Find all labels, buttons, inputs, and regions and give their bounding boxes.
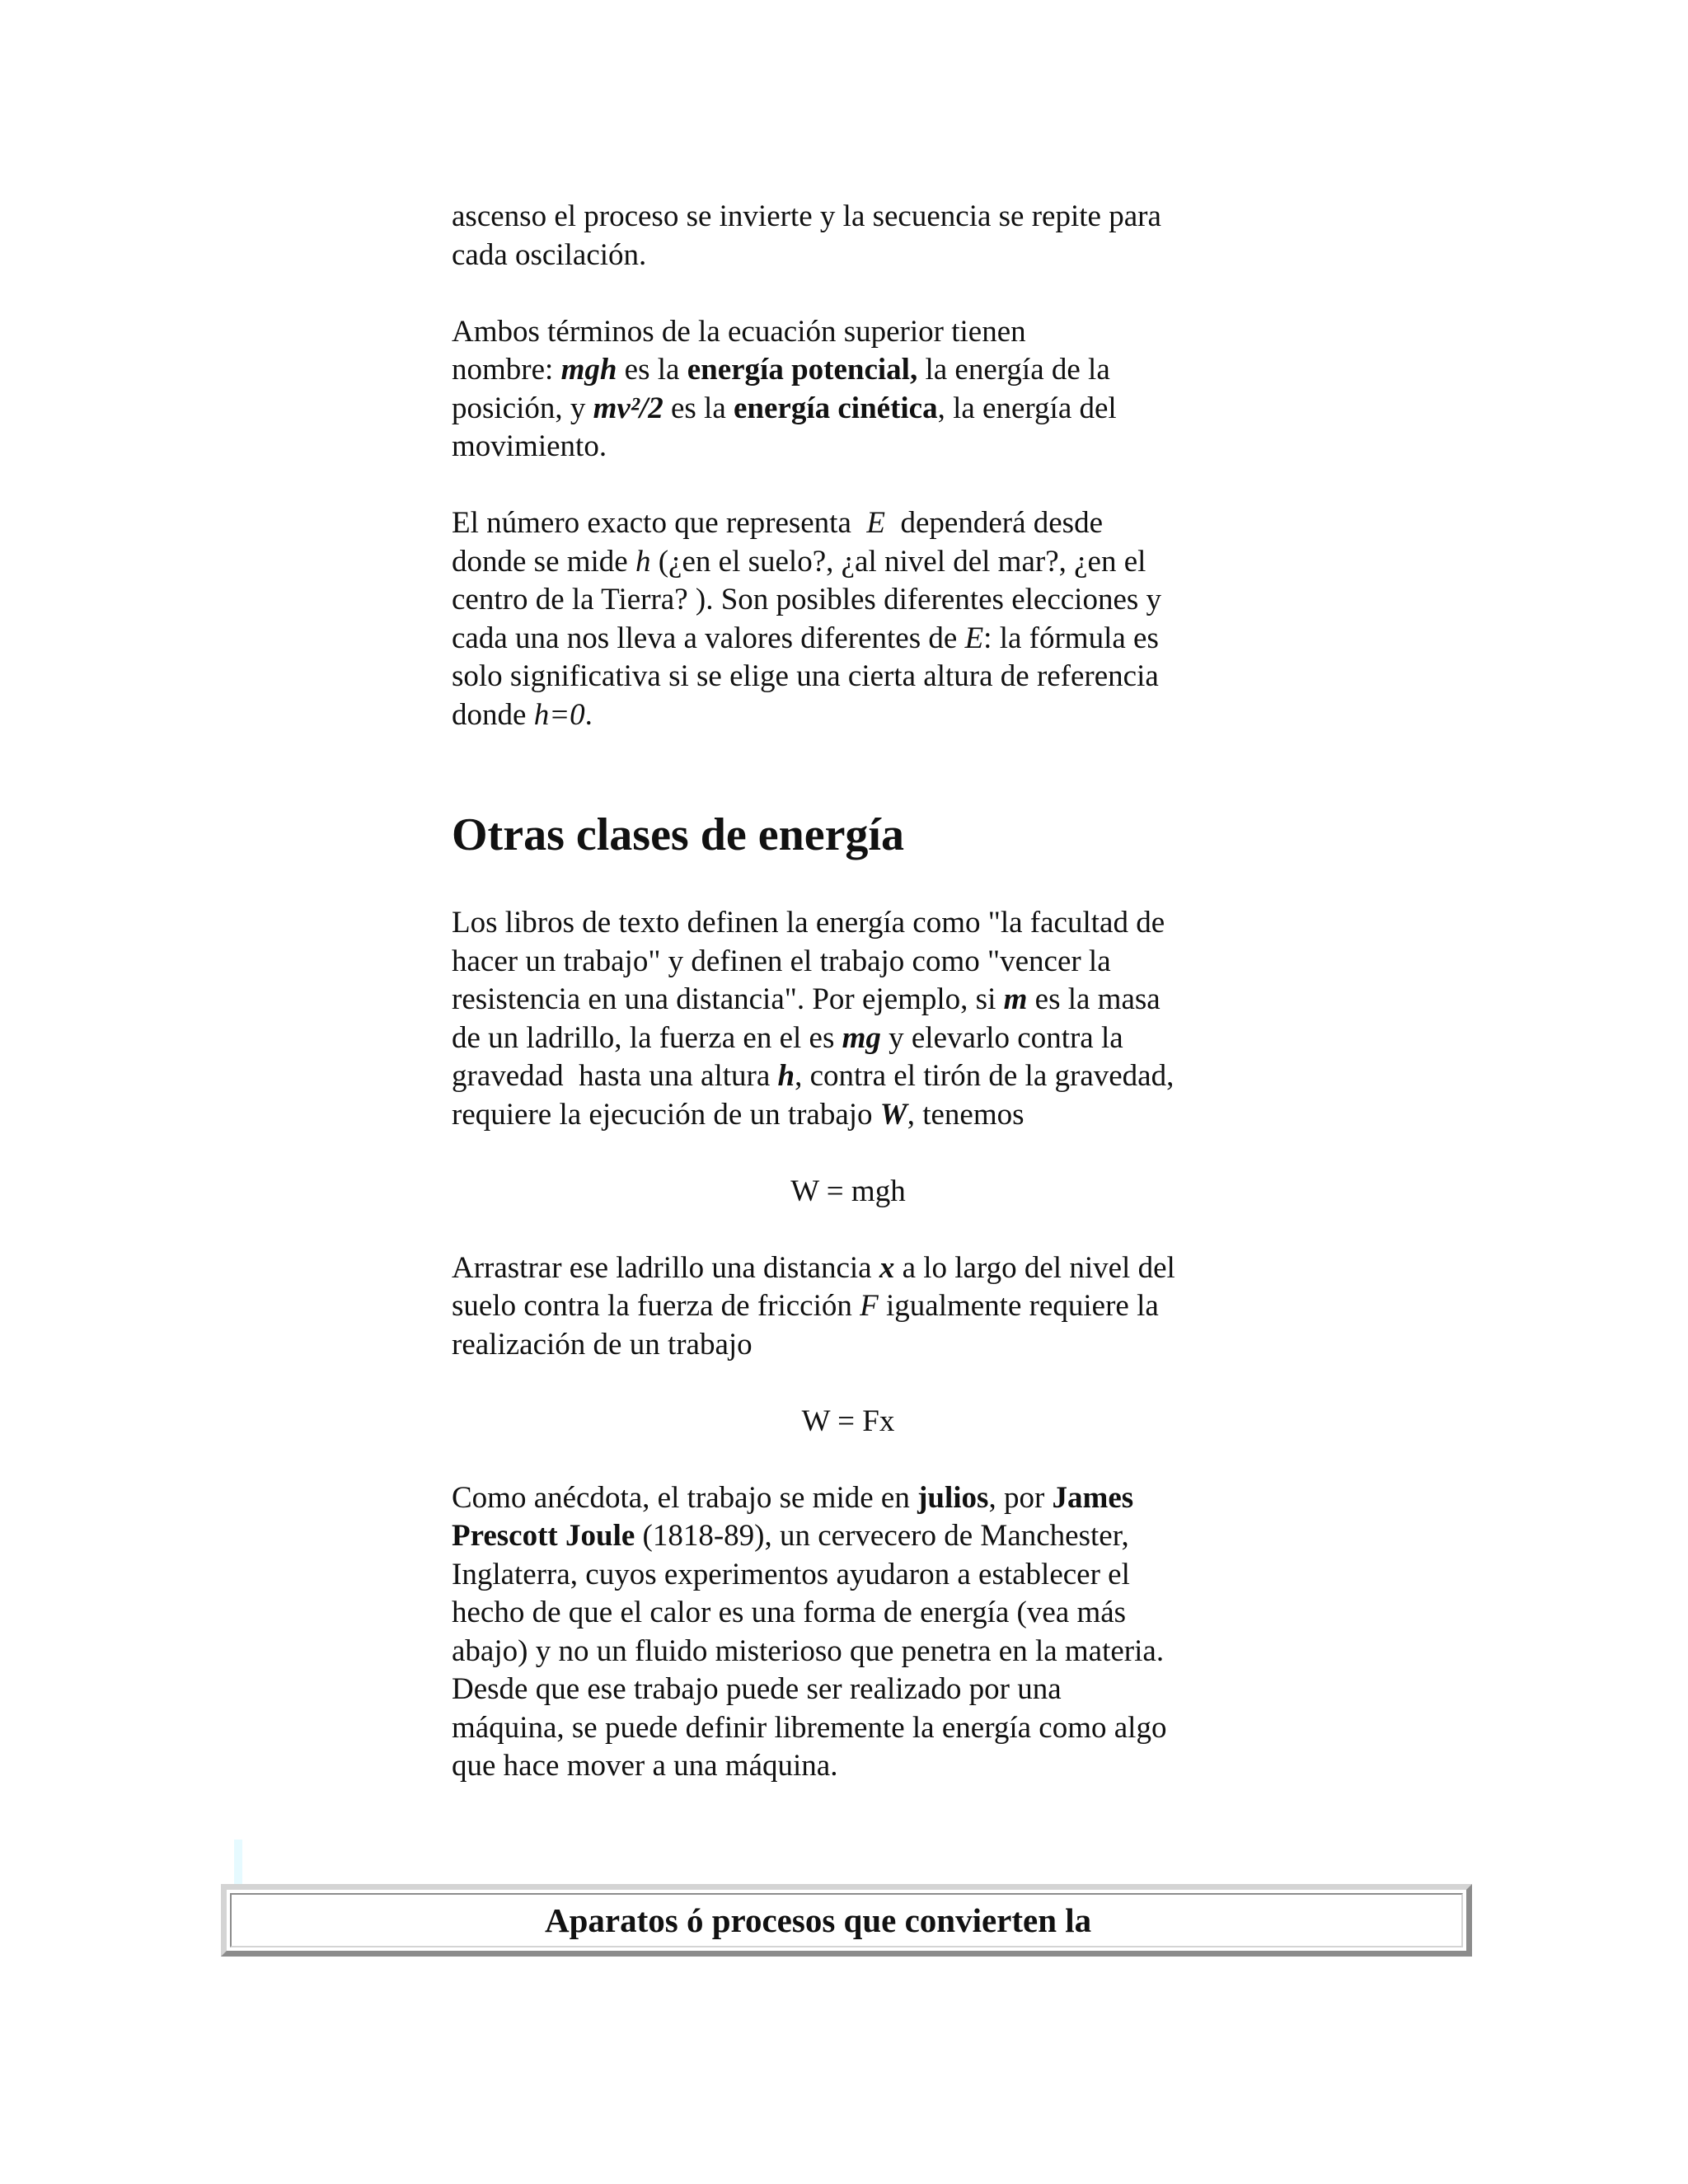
term-mv2: mv²/2 xyxy=(593,391,663,425)
text: dependerá desde xyxy=(885,506,1104,540)
text: posición, y xyxy=(452,391,593,425)
text: requiere la ejecución de un trabajo xyxy=(452,1097,880,1132)
text: donde xyxy=(452,697,534,732)
text: , la energía del xyxy=(937,391,1117,425)
var-x: x xyxy=(879,1250,895,1285)
text: Ambos términos de la ecuación superior tienen xyxy=(452,314,1026,349)
text: (1818-89), un cervecero de Manchester, xyxy=(635,1519,1129,1553)
paragraph-work-definition xyxy=(452,904,1259,1134)
text: Los libros de texto definen la energía como "la facultad de xyxy=(452,906,1165,940)
var-h: h xyxy=(635,544,651,579)
formula-w-mgh: W = mgh xyxy=(790,1174,906,1208)
formula-w-fx: W = Fx xyxy=(801,1404,895,1438)
text: que hace mover a una máquina. xyxy=(452,1749,838,1783)
conversion-table xyxy=(221,1884,1472,1957)
text: , tenemos xyxy=(907,1097,1025,1132)
table-header-cell xyxy=(230,1893,1463,1947)
text: (¿en el suelo?, ¿al nivel del mar?, ¿en el xyxy=(650,544,1146,579)
var-mg: mg xyxy=(842,1020,881,1055)
text: Como anécdota, el trabajo se mide en xyxy=(452,1480,918,1515)
text: : la fórmula es xyxy=(983,621,1159,655)
text: gravedad hasta una altura xyxy=(452,1059,778,1093)
paragraph-energy-terms xyxy=(452,313,1259,466)
text: cada oscilación. xyxy=(452,237,647,272)
name-james: James xyxy=(1052,1480,1134,1515)
cursor-marker xyxy=(234,1840,242,1886)
paragraph-oscillation xyxy=(452,198,1259,274)
text: . xyxy=(584,697,593,732)
text: máquina, se puede definir libremente la energía como algo xyxy=(452,1710,1167,1745)
text: a lo largo del nivel del xyxy=(894,1250,1175,1285)
var-m: m xyxy=(1003,982,1028,1016)
text: igualmente requiere la xyxy=(878,1289,1159,1323)
text: solo significativa si se elige una cierta altura de referencia xyxy=(452,659,1159,693)
term-kinetic-energy: energía cinética xyxy=(734,391,938,425)
text: El número exacto que representa xyxy=(452,506,867,540)
text: es la masa xyxy=(1027,982,1160,1016)
text: hecho de que el calor es una forma de energía (vea más xyxy=(452,1596,1127,1629)
paragraph-friction-work xyxy=(452,1249,1259,1365)
text: nombre: xyxy=(452,353,561,387)
text: resistencia en una distancia". Por ejemplo, si xyxy=(452,982,1004,1016)
text: Inglaterra, cuyos experimentos ayudaron a establecer el xyxy=(452,1557,1130,1591)
term-julios: julios xyxy=(917,1480,989,1515)
term-potential-energy: energía potencial, xyxy=(687,353,918,387)
text: movimiento. xyxy=(452,429,607,463)
text: suelo contra la fuerza de fricción xyxy=(452,1289,860,1323)
text: , por xyxy=(988,1480,1053,1515)
section-heading: Otras clases de energía xyxy=(452,809,904,860)
term-mgh: mgh xyxy=(560,353,617,387)
text: Arrastrar ese ladrillo una distancia xyxy=(452,1250,879,1285)
var-h0: h=0 xyxy=(533,697,585,732)
text: hacer un trabajo" y definen el trabajo como "vencer la xyxy=(452,944,1111,978)
text: abajo) y no un fluido misterioso que penetra en la materia. xyxy=(452,1633,1165,1668)
text: Desde que ese trabajo puede ser realizado por una xyxy=(452,1672,1062,1706)
text: centro de la Tierra? ). Son posibles diferentes elecciones y xyxy=(452,583,1162,616)
paragraph-reference-height xyxy=(452,504,1259,734)
paragraph-joule xyxy=(452,1479,1259,1786)
text: cada una nos lleva a valores diferentes de xyxy=(452,621,965,655)
var-E: E xyxy=(866,506,885,540)
text: donde se mide xyxy=(452,544,635,579)
var-F: F xyxy=(860,1289,879,1323)
text: , contra el tirón de la gravedad, xyxy=(795,1059,1175,1093)
var-E: E xyxy=(964,621,984,655)
text: ascenso el proceso se invierte y la secuencia se repite para xyxy=(452,199,1161,233)
name-prescott-joule: Prescott Joule xyxy=(452,1519,635,1553)
text: es la xyxy=(617,353,687,387)
text: y elevarlo contra la xyxy=(880,1020,1123,1055)
text: de un ladrillo, la fuerza en el es xyxy=(452,1020,842,1055)
var-h: h xyxy=(777,1059,795,1093)
var-W: W xyxy=(879,1097,907,1132)
text: realización de un trabajo xyxy=(452,1327,753,1361)
document-body xyxy=(452,198,1259,1824)
text: es la xyxy=(663,391,734,425)
table-header-text: Aparatos ó procesos que convierten la xyxy=(545,1901,1092,1939)
text: la energía de la xyxy=(917,353,1110,387)
